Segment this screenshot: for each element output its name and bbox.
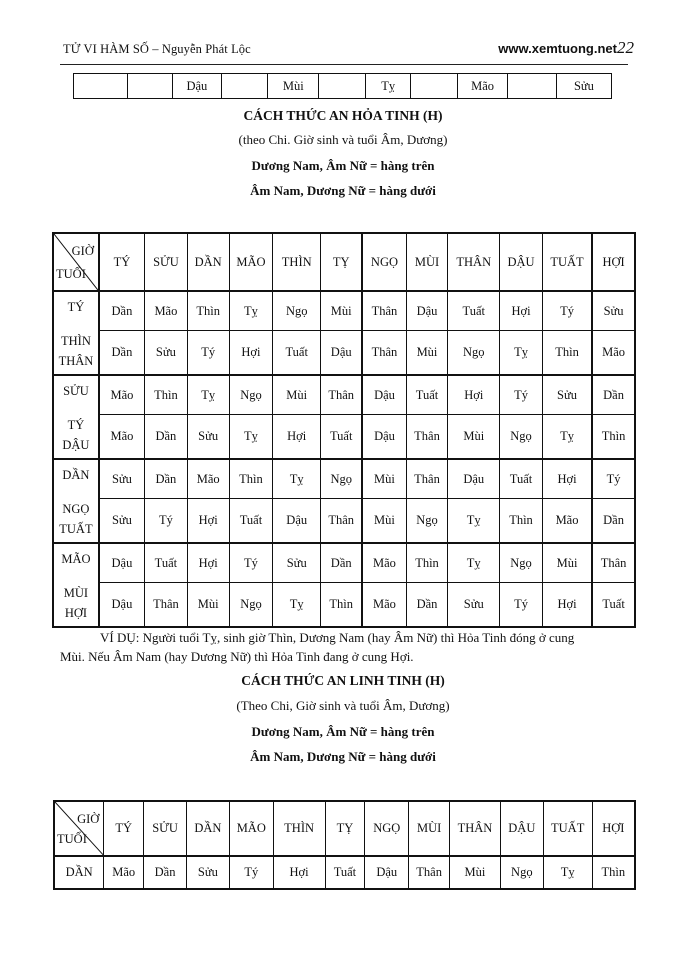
group-label-line: NGỌ	[62, 502, 90, 516]
table-cell: Mão	[362, 583, 406, 628]
table-cell: Dậu	[406, 291, 448, 331]
table-cell: Mùi	[321, 291, 363, 331]
hoa-tinh-table	[52, 232, 636, 628]
table-cell: Tý	[145, 499, 188, 544]
table-cell: Thân	[362, 331, 406, 376]
table-cell: Hợi	[448, 375, 500, 415]
group-label-line: HỢI	[64, 606, 88, 620]
column-header: THÂN	[450, 801, 501, 856]
group-label-line: DẬU	[62, 438, 90, 452]
table-cell: Thìn	[321, 583, 363, 628]
section2-title: CÁCH THỨC AN LINH TINH (H)	[241, 673, 445, 688]
header-rule	[60, 64, 628, 65]
table-cell: Sửu	[99, 499, 145, 544]
table-cell: Tuất	[273, 331, 321, 376]
table-cell: Dần	[321, 543, 363, 583]
table-cell: Sửu	[273, 543, 321, 583]
table-cell	[221, 74, 268, 99]
table-cell: Mùi	[450, 856, 501, 889]
table-cell: Dậu	[273, 499, 321, 544]
table-cell: Dậu	[362, 415, 406, 460]
table-cell: Tý	[500, 375, 543, 415]
table-row	[53, 375, 635, 415]
table-cell: Sửu	[99, 459, 145, 499]
group-label-line: MÙI	[63, 586, 89, 600]
table-cell: Tý	[229, 856, 273, 889]
corner-header-cell	[54, 801, 104, 856]
table-cell: Hợi	[229, 331, 273, 376]
table-cell: Dậu	[173, 74, 221, 99]
section1-rule-top: Dương Nam, Âm Nữ = hàng trên	[251, 158, 435, 173]
group-label-line: TUẤT	[59, 522, 93, 536]
table-cell: Mùi	[448, 415, 500, 460]
table-cell: Tý	[500, 583, 543, 628]
group-label-top: DẦN	[62, 468, 90, 482]
table-cell: Mùi	[542, 543, 592, 583]
table-cell: Thìn	[592, 415, 635, 460]
column-header: MÙI	[406, 233, 448, 291]
table-cell: Tuất	[500, 459, 543, 499]
table-cell: Tý	[187, 331, 229, 376]
table-cell: Mùi	[187, 583, 229, 628]
table-cell: Sửu	[592, 291, 635, 331]
corner-gio-label: GIỜ	[77, 812, 100, 826]
table-row	[54, 856, 635, 889]
table-cell: Ngọ	[273, 291, 321, 331]
table-row	[53, 459, 635, 499]
column-header: DẦN	[187, 233, 229, 291]
row-group-label	[53, 459, 99, 543]
row-group-label	[53, 291, 99, 375]
example-paragraph	[60, 628, 630, 666]
table-cell: Mùi	[362, 459, 406, 499]
table-cell: Mùi	[362, 499, 406, 544]
column-header: TỴ	[321, 233, 363, 291]
corner-gio-label: GIỜ	[71, 244, 94, 258]
table-cell: Ngọ	[229, 583, 273, 628]
table-cell: Tuất	[229, 499, 273, 544]
table-cell: Tỵ	[542, 415, 592, 460]
table-cell: Sửu	[542, 375, 592, 415]
table-cell: Hợi	[500, 291, 543, 331]
table-cell: Tuất	[321, 415, 363, 460]
table-cell: Thân	[145, 583, 188, 628]
table-cell: Mão	[104, 856, 144, 889]
table-cell: Mão	[542, 499, 592, 544]
corner-header-cell	[53, 233, 99, 291]
table-cell	[508, 74, 557, 99]
column-header: SỬU	[145, 233, 188, 291]
column-header: TUẤT	[543, 801, 592, 856]
group-label-line: THÌN	[61, 334, 91, 348]
column-header: NGỌ	[362, 233, 406, 291]
table-cell: Hợi	[187, 543, 229, 583]
table-cell: Ngọ	[500, 543, 543, 583]
linh-tinh-table	[53, 800, 636, 890]
table-cell: Mão	[145, 291, 188, 331]
table-cell: Tỵ	[273, 583, 321, 628]
table-cell: Dậu	[321, 331, 363, 376]
column-header: THÌN	[273, 233, 321, 291]
section1-subtitle: (theo Chi. Giờ sinh và tuổi Âm, Dương)	[238, 132, 448, 147]
table-cell: Mùi	[273, 375, 321, 415]
table-cell: Thìn	[187, 291, 229, 331]
table-cell: Thìn	[229, 459, 273, 499]
example-line-2: Mùi. Nếu Âm Nam (hay Dương Nữ) thì Hỏa Tinh đang ở cung Hợi.	[60, 649, 414, 664]
column-header: DẦN	[186, 801, 229, 856]
column-header: TÝ	[99, 233, 145, 291]
column-header: THÂN	[448, 233, 500, 291]
table-cell: Tuất	[406, 375, 448, 415]
table-cell: Sửu	[448, 583, 500, 628]
table-cell: Tỵ	[448, 543, 500, 583]
column-header: NGỌ	[365, 801, 409, 856]
corner-tuoi-label: TUỔI	[57, 832, 87, 846]
continuation-table	[73, 73, 612, 99]
table-cell: Mùi	[268, 74, 319, 99]
table-cell	[411, 74, 458, 99]
table-cell	[74, 74, 128, 99]
table-row	[53, 499, 635, 544]
table-cell: Hợi	[542, 583, 592, 628]
table-cell: Thìn	[145, 375, 188, 415]
column-header: DẬU	[500, 233, 543, 291]
page-number: 22	[617, 38, 634, 57]
section1-title: CÁCH THỨC AN HỎA TINH (H)	[243, 108, 443, 123]
table-cell: Thìn	[542, 331, 592, 376]
table-cell: Dần	[144, 856, 187, 889]
table-cell: Ngọ	[321, 459, 363, 499]
table-cell: Sửu	[145, 331, 188, 376]
table-cell: Mão	[99, 415, 145, 460]
table-cell: Tuất	[325, 856, 365, 889]
group-label-line: THÂN	[58, 354, 94, 368]
group-label-top: MÃO	[61, 552, 91, 566]
table-cell: Ngọ	[500, 856, 543, 889]
table-cell: Mão	[457, 74, 507, 99]
table-cell: Thìn	[500, 499, 543, 544]
table-cell: Thân	[321, 375, 363, 415]
table-cell: Dần	[99, 291, 145, 331]
group-label-top: TÝ	[67, 300, 85, 314]
column-header: HỢI	[592, 233, 635, 291]
table-cell: Tuất	[592, 583, 635, 628]
table-cell: Tỵ	[500, 331, 543, 376]
table-cell: Dần	[406, 583, 448, 628]
row-group-label	[53, 543, 99, 627]
table-cell: Mão	[99, 375, 145, 415]
table-cell: Tuất	[448, 291, 500, 331]
table-cell: Hợi	[273, 856, 325, 889]
table-header-row	[54, 801, 635, 856]
table-cell: Dậu	[448, 459, 500, 499]
table-cell: Dần	[592, 499, 635, 544]
page-header-right	[498, 38, 634, 58]
row-label: DẦN	[54, 856, 104, 889]
column-header: HỢI	[592, 801, 635, 856]
column-header: MÃO	[229, 233, 273, 291]
table-cell: Dần	[99, 331, 145, 376]
table-row	[74, 74, 612, 99]
column-header: TỴ	[325, 801, 365, 856]
column-header: SỬU	[144, 801, 187, 856]
table-cell: Mão	[187, 459, 229, 499]
table-cell: Mão	[592, 331, 635, 376]
table-row	[53, 543, 635, 583]
table-cell: Tỵ	[229, 291, 273, 331]
table-cell: Ngọ	[500, 415, 543, 460]
column-header: MÃO	[229, 801, 273, 856]
table-cell: Thìn	[592, 856, 635, 889]
table-cell: Tỵ	[229, 415, 273, 460]
table-cell: Tuất	[145, 543, 188, 583]
table-cell: Ngọ	[406, 499, 448, 544]
row-group-label	[53, 375, 99, 459]
table-cell: Tỵ	[448, 499, 500, 544]
column-header: DẬU	[500, 801, 543, 856]
example-line-1: VÍ DỤ: Người tuổi Tỵ, sinh giờ Thìn, Dương Nam (hay Âm Nữ) thì Hỏa Tinh đóng ở cung	[100, 630, 575, 645]
table-cell: Thân	[362, 291, 406, 331]
column-header: MÙI	[409, 801, 450, 856]
table-cell: Thân	[592, 543, 635, 583]
table-cell	[127, 74, 173, 99]
table-row	[53, 415, 635, 460]
table-cell: Dậu	[99, 583, 145, 628]
table-cell: Tỵ	[366, 74, 411, 99]
section1-rule-bottom: Âm Nam, Dương Nữ = hàng dưới	[250, 183, 436, 198]
table-cell: Sửu	[556, 74, 611, 99]
table-cell: Dần	[145, 459, 188, 499]
table-cell: Thân	[406, 415, 448, 460]
table-cell: Sửu	[186, 856, 229, 889]
group-label-top: SỬU	[63, 384, 89, 398]
table-header-row	[53, 233, 635, 291]
table-cell: Ngọ	[229, 375, 273, 415]
group-label-line: TÝ	[67, 418, 85, 432]
section2-subtitle: (Theo Chi, Giờ sinh và tuổi Âm, Dương)	[236, 698, 450, 713]
table-cell: Tý	[229, 543, 273, 583]
table-cell: Mùi	[406, 331, 448, 376]
table-cell	[319, 74, 366, 99]
table-cell: Ngọ	[448, 331, 500, 376]
table-cell: Dần	[145, 415, 188, 460]
table-cell: Hợi	[273, 415, 321, 460]
table-row	[53, 331, 635, 376]
table-cell: Thìn	[406, 543, 448, 583]
table-cell: Mão	[362, 543, 406, 583]
column-header: TUẤT	[542, 233, 592, 291]
section2-rule-bottom: Âm Nam, Dương Nữ = hàng dưới	[250, 749, 436, 764]
table-cell: Tỵ	[187, 375, 229, 415]
table-cell: Thân	[409, 856, 450, 889]
table-cell: Tỵ	[273, 459, 321, 499]
table-row	[53, 583, 635, 628]
table-cell: Tý	[592, 459, 635, 499]
table-cell: Hợi	[187, 499, 229, 544]
table-cell: Dậu	[362, 375, 406, 415]
table-cell: Thân	[406, 459, 448, 499]
table-cell: Tý	[542, 291, 592, 331]
page-header-title: TỬ VI HÀM SỐ – Nguyễn Phát Lộc	[63, 42, 251, 56]
table-cell: Tỵ	[543, 856, 592, 889]
table-cell: Dần	[592, 375, 635, 415]
table-row	[53, 291, 635, 331]
diagonal-line	[55, 802, 103, 855]
column-header: TÝ	[104, 801, 144, 856]
section2-rule-top: Dương Nam, Âm Nữ = hàng trên	[251, 724, 435, 739]
site-url: www.xemtuong.net	[498, 41, 617, 56]
table-cell: Hợi	[542, 459, 592, 499]
table-cell: Dậu	[365, 856, 409, 889]
column-header: THÌN	[273, 801, 325, 856]
corner-tuoi-label: TUỔI	[56, 267, 86, 281]
table-cell: Thân	[321, 499, 363, 544]
table-cell: Dậu	[99, 543, 145, 583]
table-cell: Sửu	[187, 415, 229, 460]
